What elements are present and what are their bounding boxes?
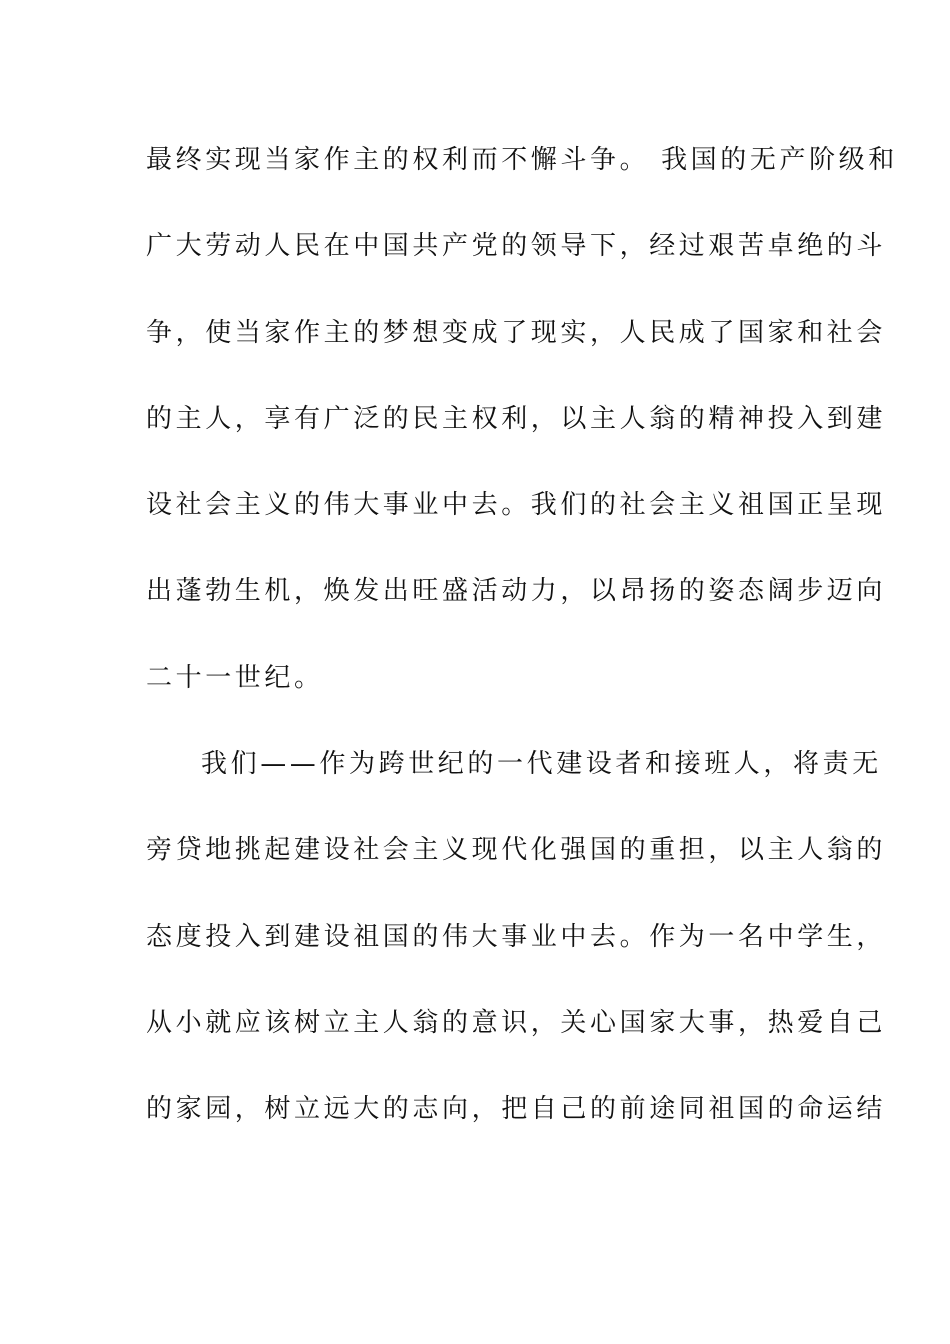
text-line: 的主人，享有广泛的民主权利，以主人翁的精神投入到建 — [146, 403, 887, 434]
text-line: 旁贷地挑起建设社会主义现代化强国的重担，以主人翁的 — [146, 835, 887, 866]
text-line: 争，使当家作主的梦想变成了现实，人民成了国家和社会 — [146, 317, 887, 348]
text-line: 态度投入到建设祖国的伟大事业中去。作为一名中学生， — [146, 921, 887, 952]
text-line: 广大劳动人民在中国共产党的领导下，经过艰苦卓绝的斗 — [146, 231, 887, 262]
paragraph-start-line: 我们——作为跨世纪的一代建设者和接班人，将责无 — [201, 749, 882, 780]
text-line: 从小就应该树立主人翁的意识，关心国家大事，热爱自己 — [146, 1007, 887, 1038]
text-line: 最终实现当家作主的权利而不懈斗争。 我国的无产阶级和 — [146, 145, 898, 175]
text-line: 设社会主义的伟大事业中去。我们的社会主义祖国正呈现 — [146, 490, 887, 521]
text-line: 二十一世纪。 — [146, 662, 324, 693]
text-line: 出蓬勃生机，焕发出旺盛活动力，以昂扬的姿态阔步迈向 — [146, 576, 887, 607]
document-body — [146, 140, 898, 1176]
text-line: 的家园，树立远大的志向，把自己的前途同祖国的命运结 — [146, 1094, 887, 1125]
